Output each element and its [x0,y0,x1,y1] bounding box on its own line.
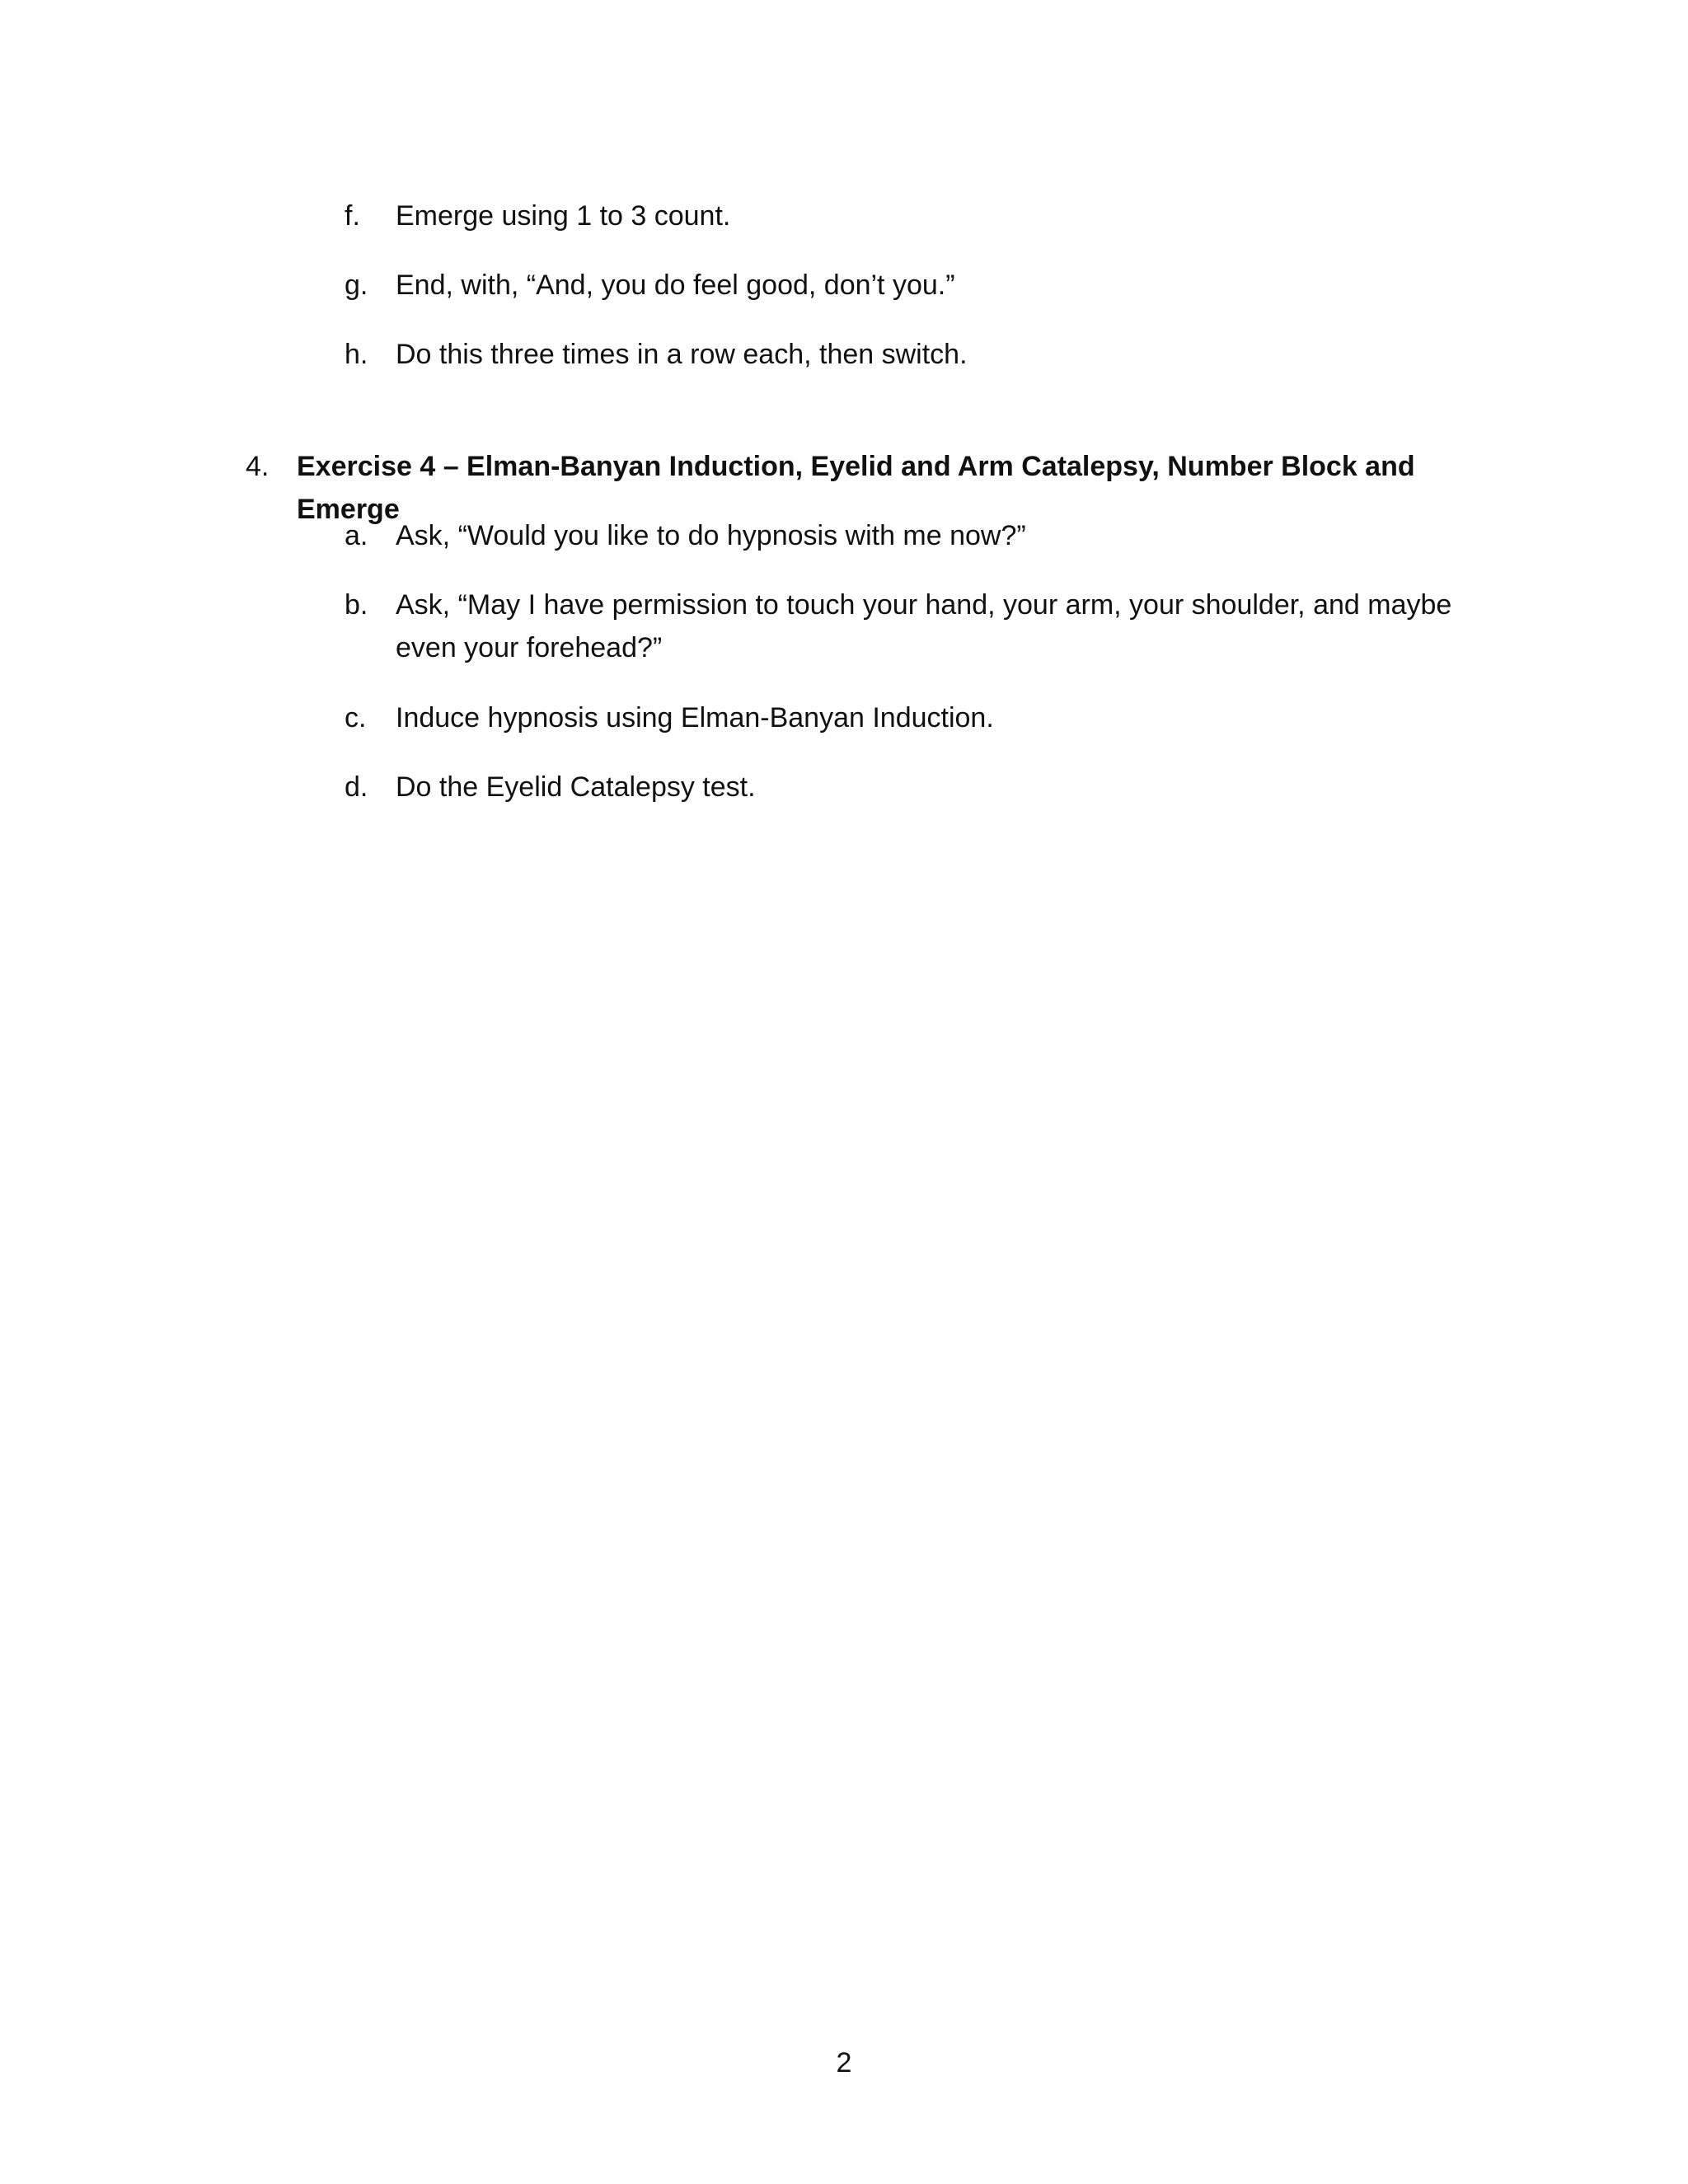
list-item-g [345,264,1482,307]
list-marker: f. [345,200,360,232]
list-item-text: Emerge using 1 to 3 count. [396,200,731,232]
list-item-a [345,514,1482,557]
list-marker: g. [345,269,368,301]
section-number: 4. [246,451,270,482]
list-item-text: Do this three times in a row each, then switch. [396,339,968,370]
list-item-text: Induce hypnosis using Elman-Banyan Induction. [396,702,994,733]
list-item-d [345,766,1482,808]
list-marker: b. [345,589,368,621]
list-item-text: Ask, “May I have permission to touch your hand, your arm, your shoulder, and maybe even your forehead?” [396,589,1452,663]
list-item-text: Ask, “Would you like to do hypnosis with me now?” [396,520,1026,551]
list-marker: d. [345,771,368,803]
list-item-c [345,696,1482,739]
list-item-text: End, with, “And, you do feel good, don’t you.” [396,269,955,301]
section-title: Exercise 4 – Elman-Banyan Induction, Eyelid and Arm Catalepsy, Number Block and Emerge [297,451,1415,525]
list-item-b [345,583,1482,669]
list-marker: h. [345,339,368,370]
list-item-h [345,333,1482,376]
list-marker: a. [345,520,368,551]
list-marker: c. [345,702,367,733]
list-item-f [345,194,1482,237]
page-number: 2 [836,2047,852,2079]
list-item-text: Do the Eyelid Catalepsy test. [396,771,756,803]
